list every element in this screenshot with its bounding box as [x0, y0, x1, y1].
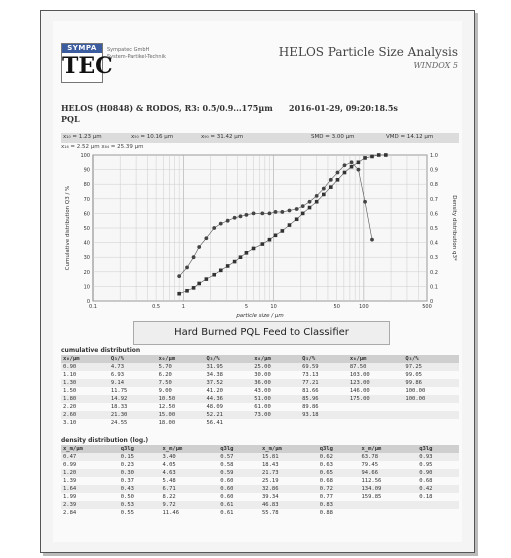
table-cell: 15.81 — [260, 453, 318, 461]
table-cell — [252, 419, 300, 427]
table-cell: 73.00 — [252, 411, 300, 419]
table-cell: 1.30 — [61, 379, 109, 387]
table-cell: 51.00 — [252, 395, 300, 403]
table-cell: 30.00 — [254, 372, 271, 378]
cumulative-point — [350, 165, 354, 169]
report-frame — [40, 10, 475, 553]
table-cell: 2.60 — [61, 411, 109, 419]
table-cell: 87.50 — [348, 363, 404, 371]
cumulative-point — [226, 264, 230, 268]
density-header-cell: x_m/µm — [359, 445, 417, 453]
table-cell: 97.25 — [403, 363, 459, 371]
table-row — [61, 363, 459, 371]
table-cell: 9.14 — [109, 379, 157, 387]
table-cell: 31.95 — [204, 363, 252, 371]
y-tick-label-left: 40 — [83, 240, 90, 247]
table-cell: 85.96 — [300, 395, 348, 403]
density-point — [245, 213, 249, 217]
density-point — [226, 219, 230, 223]
table-cell: 32.86 — [260, 485, 318, 493]
table-row — [61, 485, 459, 493]
y-tick-label-left: 70 — [83, 196, 90, 203]
table-cell: 0.43 — [119, 485, 161, 493]
table-cell: 44.36 — [204, 395, 252, 403]
density-point — [280, 210, 284, 214]
density-header-cell: q3lg — [119, 445, 161, 453]
table-cell: 0.61 — [220, 510, 234, 516]
density-point — [233, 216, 237, 220]
table-cell: 4.63 — [160, 469, 218, 477]
stat-x50: x₅₀ = 10.16 µm — [131, 134, 174, 140]
cumulative-point — [343, 171, 347, 175]
cumulative-point — [177, 292, 181, 296]
table-cell: 11.46 — [162, 510, 180, 516]
y-tick-label-left: 20 — [83, 269, 90, 276]
table-cell: 0.15 — [119, 453, 161, 461]
cumulative-point — [268, 238, 272, 242]
y-tick-label-left: 90 — [83, 167, 90, 174]
cumulative-point — [274, 234, 278, 238]
table-cell: 21.30 — [109, 411, 157, 419]
table-cell: 0.58 — [220, 462, 234, 468]
density-point — [204, 236, 208, 240]
cumulative-point — [219, 269, 223, 273]
table-cell: 9.72 — [160, 501, 218, 509]
table-cell: 81.66 — [302, 388, 319, 394]
table-cell: 37.52 — [204, 379, 252, 387]
cumulative-point — [288, 223, 292, 227]
cumulative-header-cell: x₀/µm — [252, 355, 300, 363]
density-point — [336, 171, 340, 175]
x-tick-label: 1 — [181, 304, 185, 310]
table-cell: 3.40 — [160, 453, 218, 461]
x-tick-label: 50 — [333, 304, 340, 310]
density-point — [185, 266, 189, 270]
table-cell: 48.09 — [206, 404, 223, 410]
table-cell — [359, 501, 417, 509]
table-cell: 1.39 — [63, 478, 77, 484]
cumulative-header-cell: Q₃/% — [109, 355, 157, 363]
report-subtitle: WINDOX 5 — [413, 61, 458, 70]
cumulative-header-cell: Q₃/% — [403, 355, 459, 363]
table-cell — [403, 411, 459, 419]
table-cell: 24.55 — [110, 420, 128, 426]
table-cell — [348, 411, 404, 419]
density-point — [363, 200, 367, 204]
cumulative-point — [245, 251, 249, 255]
x-tick-label: 500 — [422, 304, 432, 310]
table-row — [61, 371, 459, 379]
density-point — [329, 178, 333, 182]
cumulative-point — [233, 260, 237, 264]
table-cell: 69.59 — [300, 363, 348, 371]
table-cell: 0.37 — [120, 478, 134, 484]
table-cell: 21.73 — [260, 469, 318, 477]
company-name — [107, 47, 166, 61]
table-cell: 4.05 — [162, 462, 176, 468]
density-header-cell: q3lg — [218, 445, 260, 453]
cumulative-header-cell: x₀/µm — [348, 355, 404, 363]
table-cell: 0.90 — [61, 363, 109, 371]
report-page — [53, 21, 462, 542]
density-table — [61, 445, 459, 517]
table-cell: 5.48 — [162, 478, 176, 484]
table-cell — [403, 403, 459, 411]
table-cell: 0.62 — [318, 453, 360, 461]
table-cell: 175.00 — [348, 395, 404, 403]
density-header-cell: x_m/µm — [260, 445, 318, 453]
psd-chart — [61, 151, 459, 319]
table-cell: 52.21 — [204, 411, 252, 419]
table-cell: 0.95 — [419, 462, 433, 468]
stat-x90: x₉₀ = 31.42 µm — [201, 134, 244, 140]
table-cell: 0.88 — [319, 510, 333, 516]
table-cell: 73.13 — [302, 372, 319, 378]
y-tick-label-right: 0.2 — [430, 269, 438, 276]
table-row — [61, 387, 459, 395]
density-point — [177, 274, 181, 278]
table-cell: 2.39 — [61, 501, 119, 509]
table-row — [61, 477, 459, 485]
stat-vmd: VMD = 14.12 µm — [386, 134, 434, 140]
density-point — [357, 168, 361, 172]
cumulative-point — [336, 178, 340, 182]
table-cell — [359, 509, 417, 517]
table-cell: 6.71 — [160, 485, 218, 493]
company-line-1: Sympatec GmbH — [107, 47, 150, 53]
table-cell: 8.22 — [162, 494, 176, 500]
cumulative-point — [315, 200, 319, 204]
table-row — [61, 501, 459, 509]
x-tick-label: 0.1 — [89, 304, 97, 310]
table-cell — [403, 419, 459, 427]
y-tick-label-left: 50 — [83, 226, 90, 232]
y-tick-label-right: 1.0 — [430, 153, 438, 159]
table-row — [61, 403, 459, 411]
cumulative-point — [308, 206, 312, 210]
cumulative-point — [377, 153, 381, 157]
table-cell: 0.23 — [120, 462, 134, 468]
cumulative-point — [329, 185, 333, 189]
cumulative-header-cell: Q₃/% — [204, 355, 252, 363]
density-point — [343, 163, 347, 167]
table-cell: 25.00 — [252, 363, 300, 371]
cumulative-header-cell: x₀/µm — [157, 355, 205, 363]
table-row — [61, 379, 459, 387]
table-cell: 6.20 — [158, 372, 172, 378]
density-point — [219, 222, 223, 226]
table-cell: 0.30 — [119, 469, 161, 477]
table-cell: 25.19 — [261, 478, 279, 484]
y-tick-label-right: 0.1 — [430, 284, 438, 291]
x-tick-label: 0.5 — [152, 304, 161, 310]
cumulative-point — [197, 282, 201, 286]
y-tick-label-right: 0.4 — [430, 240, 438, 247]
cumulative-header-cell: x₀/µm — [61, 355, 109, 363]
cumulative-header-row — [61, 355, 459, 363]
stat-smd: SMD = 3.00 µm — [311, 134, 355, 140]
table-cell: 12.50 — [158, 404, 176, 410]
table-cell: 0.55 — [120, 510, 134, 516]
cumulative-point — [384, 153, 388, 157]
table-cell: 7.50 — [157, 379, 205, 387]
cumulative-point — [322, 193, 326, 197]
y-tick-label-left: 80 — [83, 182, 90, 189]
table-cell: 0.99 — [63, 462, 77, 468]
chart-caption-banner: Hard Burned PQL Feed to Classifier — [133, 321, 390, 345]
x-tick-label: 100 — [359, 304, 369, 310]
density-point — [212, 226, 216, 230]
table-cell: 0.60 — [220, 478, 234, 484]
table-cell: 0.47 — [61, 453, 119, 461]
table-cell: 46.83 — [260, 501, 318, 509]
sympatec-logo — [61, 43, 113, 83]
table-cell: 0.59 — [218, 469, 260, 477]
density-header-cell: q3lg — [318, 445, 360, 453]
sample-name: PQL — [61, 114, 80, 124]
table-cell: 18.43 — [261, 462, 279, 468]
table-cell: 0.60 — [220, 494, 234, 500]
density-point — [288, 209, 292, 213]
density-point — [239, 214, 243, 218]
table-cell — [417, 509, 459, 517]
table-cell: 18.00 — [158, 420, 176, 426]
table-cell — [300, 419, 348, 427]
table-cell: 99.05 — [405, 372, 422, 378]
table-cell: 123.00 — [348, 379, 404, 387]
table-cell: 15.00 — [157, 411, 205, 419]
table-cell: 146.00 — [349, 388, 370, 394]
table-cell: 0.53 — [119, 501, 161, 509]
table-cell: 11.75 — [110, 388, 128, 394]
density-point — [252, 212, 256, 216]
table-cell: 159.85 — [361, 494, 382, 500]
table-cell — [348, 403, 404, 411]
y-tick-label-right: 0.6 — [430, 211, 438, 218]
cumulative-point — [370, 155, 374, 159]
y-tick-label-right: 0.5 — [430, 226, 438, 232]
table-cell: 55.78 — [261, 510, 279, 516]
density-point — [308, 200, 312, 204]
table-cell: 2.84 — [63, 510, 77, 516]
table-cell — [417, 501, 459, 509]
table-cell: 36.00 — [252, 379, 300, 387]
table-cell: 39.34 — [261, 494, 279, 500]
x-tick-label: 5 — [244, 304, 249, 310]
y-tick-label-right: 0.3 — [430, 255, 438, 262]
y-tick-label-right: 0 — [430, 299, 434, 305]
cumulative-point — [212, 273, 216, 277]
table-cell: 0.68 — [319, 478, 333, 484]
density-point — [322, 187, 326, 191]
table-cell: 10.50 — [157, 395, 205, 403]
density-point — [370, 238, 374, 242]
table-row — [61, 411, 459, 419]
table-cell: 0.68 — [419, 478, 433, 484]
table-row — [61, 461, 459, 469]
table-row — [61, 419, 459, 427]
density-header-row — [61, 445, 459, 453]
table-cell: 61.00 — [254, 404, 271, 410]
cumulative-point — [261, 242, 265, 246]
table-cell: 63.78 — [359, 453, 417, 461]
table-cell: 2.20 — [63, 404, 77, 410]
table-cell: 0.83 — [318, 501, 360, 509]
density-title: density distribution (log.) — [61, 437, 149, 444]
cumulative-header-cell: Q₃/% — [300, 355, 348, 363]
stats-line-2: x₁₆ = 2.52 µm x₈₄ = 25.39 µm — [61, 144, 144, 150]
table-cell: 34.38 — [206, 372, 223, 378]
table-cell: 1.10 — [63, 372, 77, 378]
table-cell: 43.00 — [254, 388, 271, 394]
density-point — [274, 210, 278, 214]
table-cell: 100.00 — [405, 388, 426, 394]
table-cell: 5.70 — [157, 363, 205, 371]
table-cell: 1.50 — [63, 388, 77, 394]
y-tick-label-left: 0 — [86, 299, 90, 305]
density-header-cell: x_m/µm — [160, 445, 218, 453]
company-line-2: System-Partikel-Technik — [107, 54, 166, 60]
table-cell: 1.99 — [63, 494, 77, 500]
table-cell: 0.63 — [319, 462, 333, 468]
cumulative-point — [252, 247, 256, 251]
table-cell: 0.42 — [417, 485, 459, 493]
density-point — [295, 207, 299, 211]
density-point — [315, 194, 319, 198]
cumulative-title: cumulative distribution — [61, 347, 141, 354]
x-axis-label: particle size / µm — [236, 313, 284, 319]
table-cell: 0.65 — [318, 469, 360, 477]
y-tick-label-right: 0.7 — [430, 196, 438, 203]
table-cell: 79.45 — [361, 462, 379, 468]
table-row — [61, 509, 459, 517]
table-cell: 112.56 — [361, 478, 382, 484]
cumulative-point — [239, 255, 243, 259]
table-row — [61, 395, 459, 403]
density-point — [268, 212, 272, 216]
y-axis-label-right: Density distribution q3* — [451, 195, 457, 261]
table-cell: 0.72 — [318, 485, 360, 493]
table-cell: 3.10 — [63, 420, 77, 426]
density-point — [192, 255, 196, 259]
table-cell: 4.73 — [109, 363, 157, 371]
table-row — [61, 453, 459, 461]
table-cell — [348, 419, 404, 427]
x-tick-label: 10 — [270, 304, 277, 310]
table-cell: 1.20 — [61, 469, 119, 477]
table-cell: 0.90 — [417, 469, 459, 477]
y-axis-label-left: Cumulative distribution Q3 / % — [65, 185, 71, 271]
table-cell: 77.21 — [300, 379, 348, 387]
table-cell: 0.77 — [319, 494, 333, 500]
table-cell: 9.00 — [158, 388, 172, 394]
cumulative-point — [363, 156, 367, 160]
cumulative-point — [301, 212, 305, 216]
table-cell: 1.64 — [61, 485, 119, 493]
y-tick-label-right: 0.9 — [430, 167, 438, 174]
table-cell: 0.18 — [419, 494, 433, 500]
density-header-cell: q3lg — [417, 445, 459, 453]
table-cell: 56.41 — [206, 420, 223, 426]
table-cell: 0.93 — [417, 453, 459, 461]
cumulative-point — [281, 229, 285, 233]
table-row — [61, 469, 459, 477]
table-row — [61, 493, 459, 501]
y-tick-label-left: 10 — [83, 284, 90, 291]
table-cell: 89.86 — [302, 404, 319, 410]
cumulative-point — [185, 289, 189, 293]
stat-x10: x₁₀ = 1.23 µm — [63, 134, 102, 140]
cumulative-point — [295, 217, 299, 221]
table-cell: 0.61 — [218, 501, 260, 509]
density-point — [260, 212, 264, 216]
density-point — [350, 160, 354, 164]
table-cell: 103.00 — [349, 372, 370, 378]
cumulative-point — [205, 277, 209, 281]
table-cell: 18.33 — [110, 404, 128, 410]
stats-bar — [61, 133, 459, 143]
table-cell: 1.80 — [61, 395, 109, 403]
y-tick-label-left: 100 — [80, 153, 90, 159]
table-cell: 41.20 — [206, 388, 223, 394]
cumulative-point — [357, 161, 361, 165]
table-cell: 6.93 — [110, 372, 125, 378]
density-header-cell: x_m/µm — [61, 445, 119, 453]
y-tick-label-left: 60 — [83, 211, 90, 218]
table-cell: 0.50 — [120, 494, 134, 500]
table-cell: 14.92 — [109, 395, 157, 403]
cumulative-table — [61, 355, 459, 427]
table-cell: 94.66 — [359, 469, 417, 477]
cumulative-point — [192, 286, 196, 290]
table-cell: 0.60 — [218, 485, 260, 493]
table-cell: 100.00 — [403, 395, 459, 403]
table-cell: 0.57 — [218, 453, 260, 461]
table-cell: 93.18 — [300, 411, 348, 419]
density-point — [301, 204, 305, 208]
measurement-datetime: 2016-01-29, 09:20:18.5s — [289, 103, 398, 113]
y-tick-label-right: 0.8 — [430, 182, 438, 189]
instrument-info: HELOS (H0848) & RODOS, R3: 0.5/0.9...175µm — [61, 103, 273, 113]
table-cell: 99.86 — [403, 379, 459, 387]
report-title: HELOS Particle Size Analysis — [278, 45, 458, 59]
table-cell: 134.09 — [359, 485, 417, 493]
logo-top-text: SYMPA — [62, 44, 102, 53]
logo-main-text: TEC — [62, 53, 113, 79]
density-point — [197, 245, 201, 249]
y-tick-label-left: 30 — [83, 255, 90, 262]
